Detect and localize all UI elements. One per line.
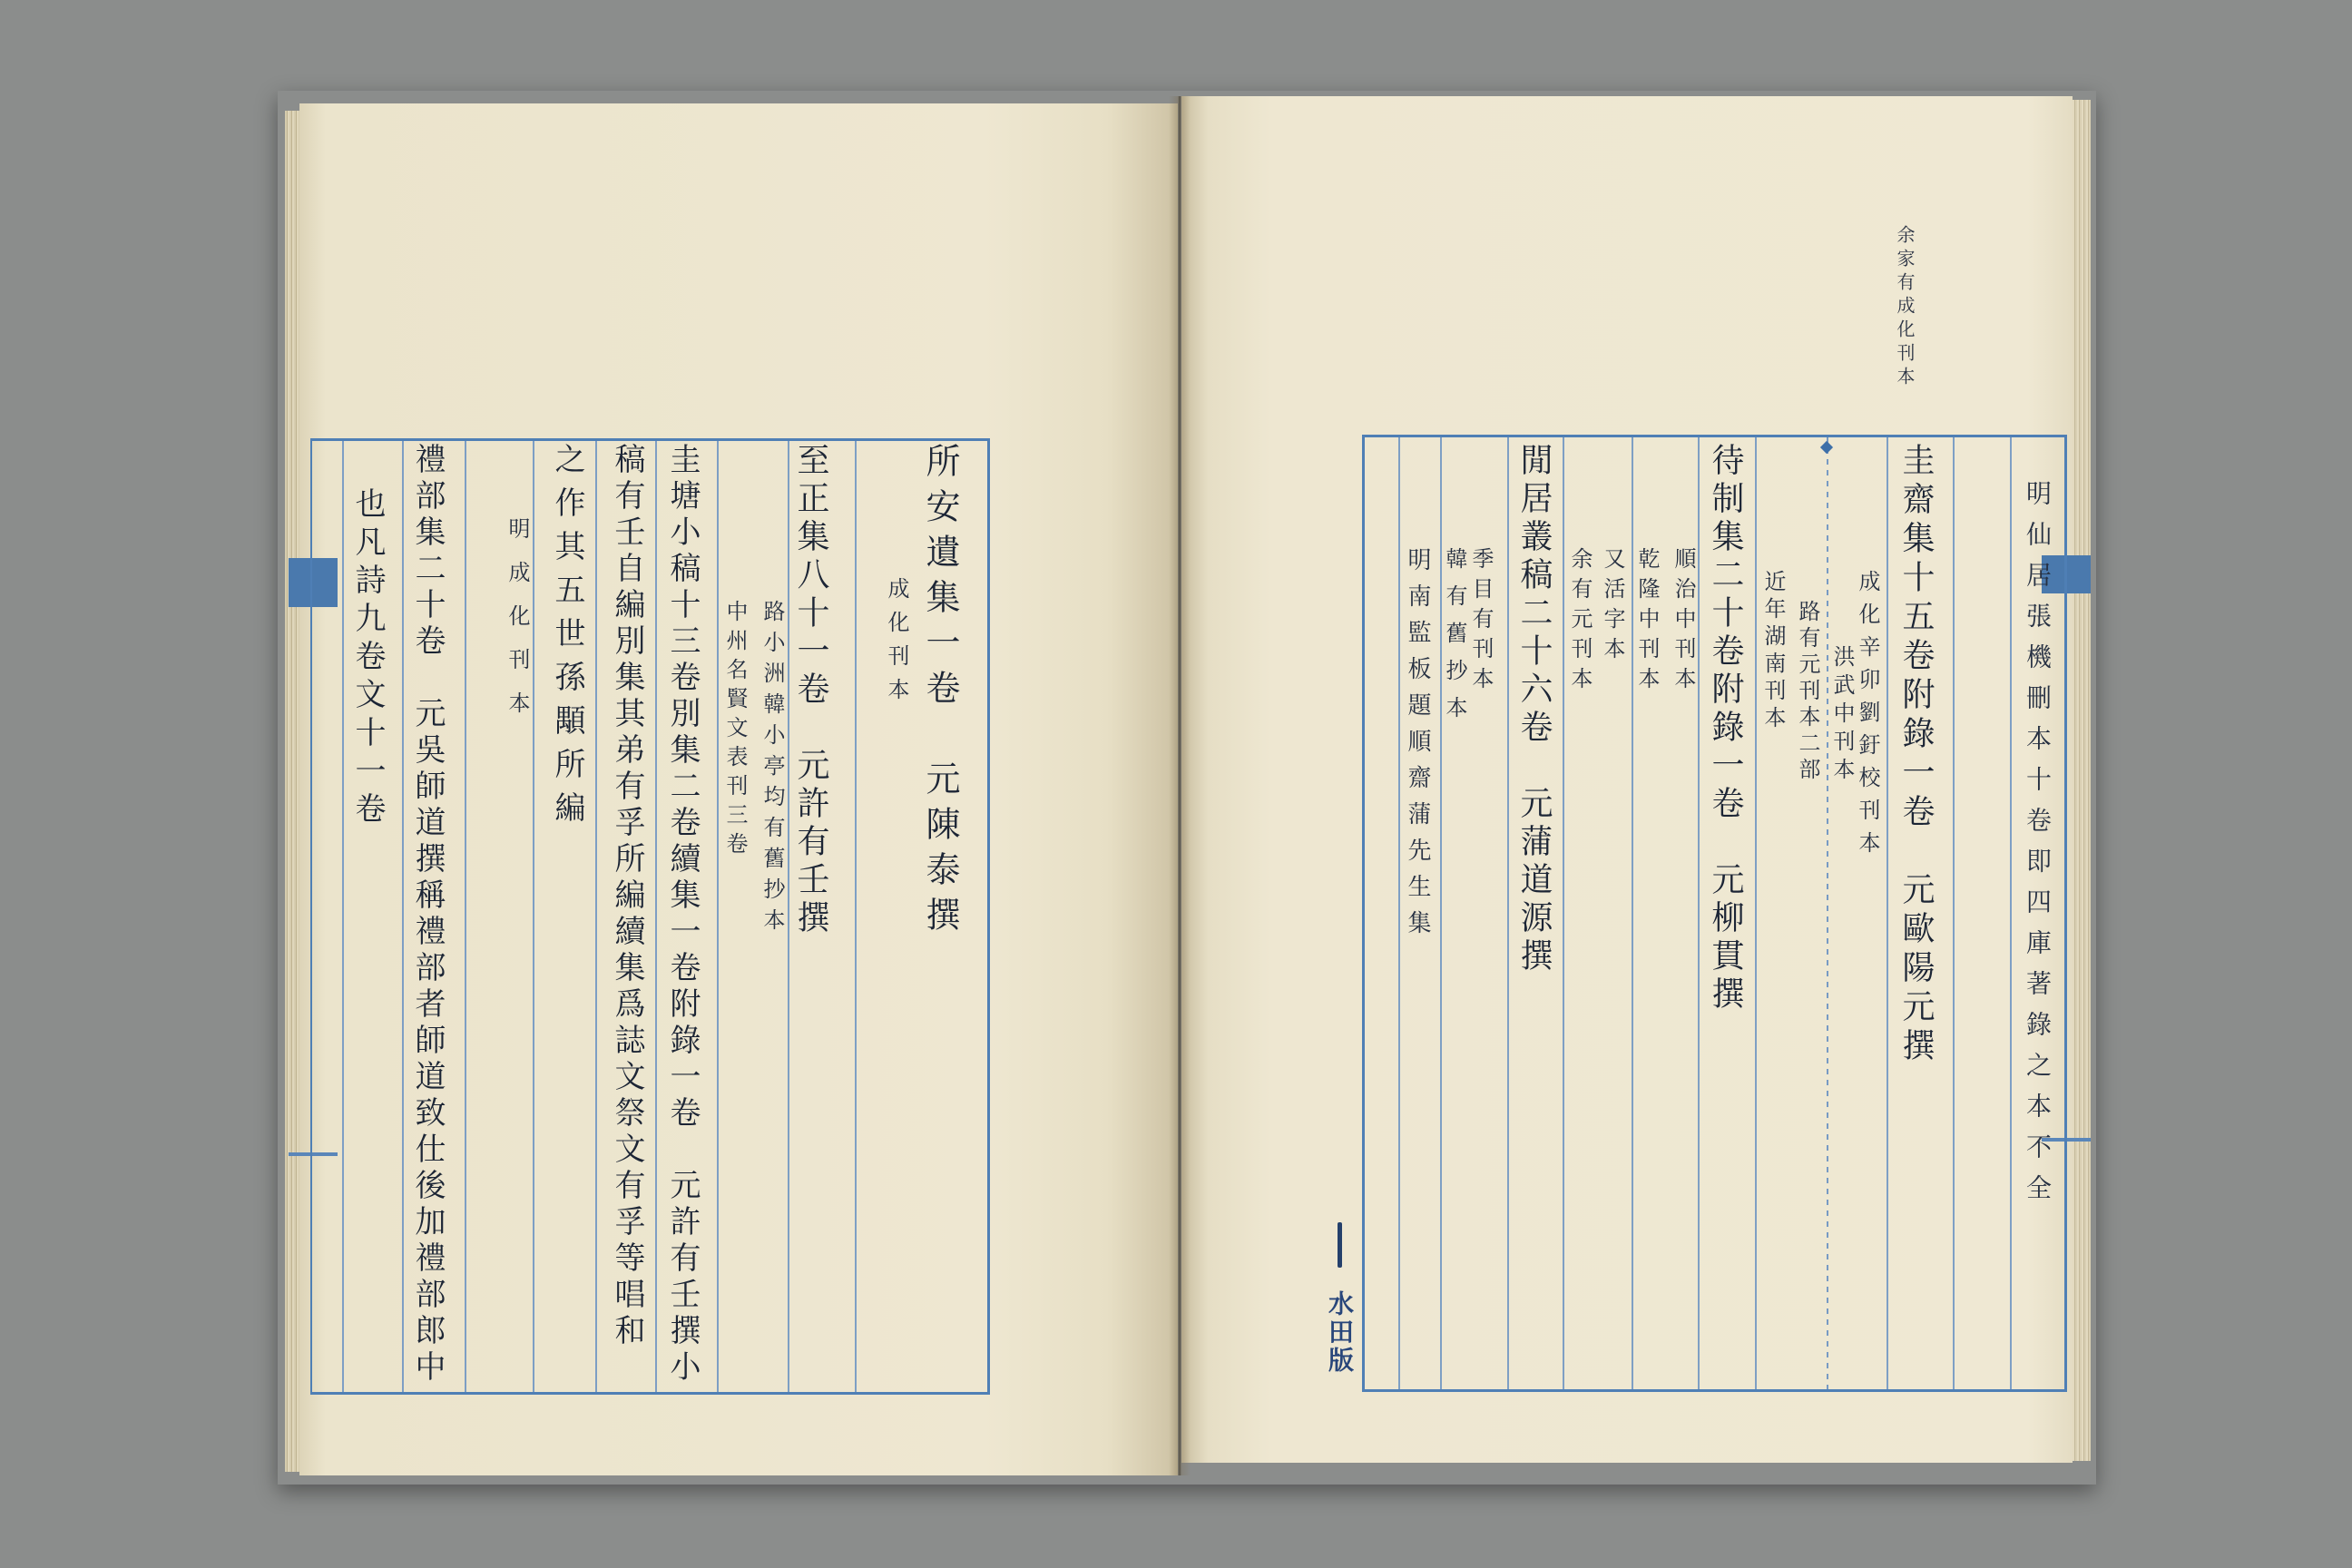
edition-note-column: 乾隆中刊本 bbox=[1634, 547, 1660, 697]
column-rule bbox=[717, 441, 719, 1392]
catalog-entry-column: 所安遺集一卷 元陳泰撰 bbox=[920, 443, 960, 942]
catalog-entry-column: 待制集二十卷附錄一卷 元柳貫撰 bbox=[1707, 443, 1744, 1014]
edition-note-column: 韓有舊抄本 bbox=[1442, 547, 1467, 733]
catalog-entry-column: 也凡詩九卷文十一卷 bbox=[349, 487, 386, 830]
edition-note-column: 明南監板題順齋蒲先生集 bbox=[1404, 547, 1431, 946]
catalog-entry-column: 閒居叢稿二十六卷 元蒲道源撰 bbox=[1515, 443, 1553, 976]
column-rule bbox=[1507, 437, 1509, 1389]
fold-mark bbox=[1338, 1222, 1342, 1268]
column-rule bbox=[788, 441, 789, 1392]
column-rule bbox=[855, 441, 857, 1392]
edition-note-column: 成化刊本 bbox=[884, 577, 909, 711]
edition-note-column: 洪武中刊本 bbox=[1829, 645, 1855, 786]
book-gutter bbox=[1169, 96, 1191, 1475]
edition-note-column: 季目有刊本 bbox=[1468, 547, 1494, 697]
column-rule bbox=[1755, 437, 1757, 1389]
catalog-entry-column: 圭齋集十五卷附錄一卷 元歐陽元撰 bbox=[1897, 443, 1935, 1067]
column-rule bbox=[342, 441, 344, 1392]
catalog-entry-column: 之作其五世孫顒所編 bbox=[549, 443, 585, 835]
publisher-mark: 水田版 bbox=[1325, 1290, 1355, 1375]
edition-note-column: 中州名賢文表刊三卷 bbox=[722, 600, 748, 861]
edition-note-column: 路有元刊本二部 bbox=[1795, 600, 1820, 784]
edition-note-column: 順治中刊本 bbox=[1671, 547, 1696, 697]
edition-note-column: 明仙居張機刪本十卷即四庫著錄之本不全 bbox=[2023, 480, 2053, 1215]
column-rule bbox=[1698, 437, 1700, 1389]
column-rule bbox=[1398, 437, 1400, 1389]
column-rule bbox=[1563, 437, 1564, 1389]
dotted-column-rule bbox=[1827, 437, 1828, 1389]
column-rule bbox=[402, 441, 404, 1392]
edition-note-column: 明成化刊本 bbox=[505, 517, 530, 735]
edition-note-column: 余有元刊本 bbox=[1567, 547, 1592, 697]
catalog-entry-column: 禮部集二十卷 元吳師道撰稱禮部者師道致仕後加禮部郎中 bbox=[409, 443, 446, 1387]
column-rule bbox=[1953, 437, 1955, 1389]
catalog-entry-column: 至正集八十一卷 元許有壬撰 bbox=[792, 443, 829, 938]
edition-note-column: 路小洲韓小亭均有舊抄本 bbox=[760, 600, 785, 939]
column-rule bbox=[595, 441, 597, 1392]
catalog-entry-column: 圭塘小稿十三卷別集二卷續集一卷附錄一卷 元許有壬撰小 bbox=[664, 443, 701, 1387]
column-rule bbox=[1886, 437, 1888, 1389]
column-rule bbox=[2010, 437, 2012, 1389]
right-page-edge-stack bbox=[2073, 100, 2091, 1461]
edition-note-column: 又活字本 bbox=[1600, 547, 1625, 667]
diamond-mark-icon bbox=[1820, 441, 1833, 454]
column-rule bbox=[655, 441, 657, 1392]
column-rule bbox=[1632, 437, 1633, 1389]
column-rule bbox=[533, 441, 534, 1392]
catalog-entry-column: 稿有壬自編別集其弟有孚所編續集爲誌文祭文有孚等唱和 bbox=[609, 443, 645, 1350]
margin-note: 余家有成化刊本 bbox=[1894, 225, 1916, 390]
edition-note-column: 近年湖南刊本 bbox=[1760, 570, 1786, 733]
column-rule bbox=[465, 441, 466, 1392]
edition-note-column: 成化辛卯劉釪校刊本 bbox=[1855, 570, 1880, 864]
